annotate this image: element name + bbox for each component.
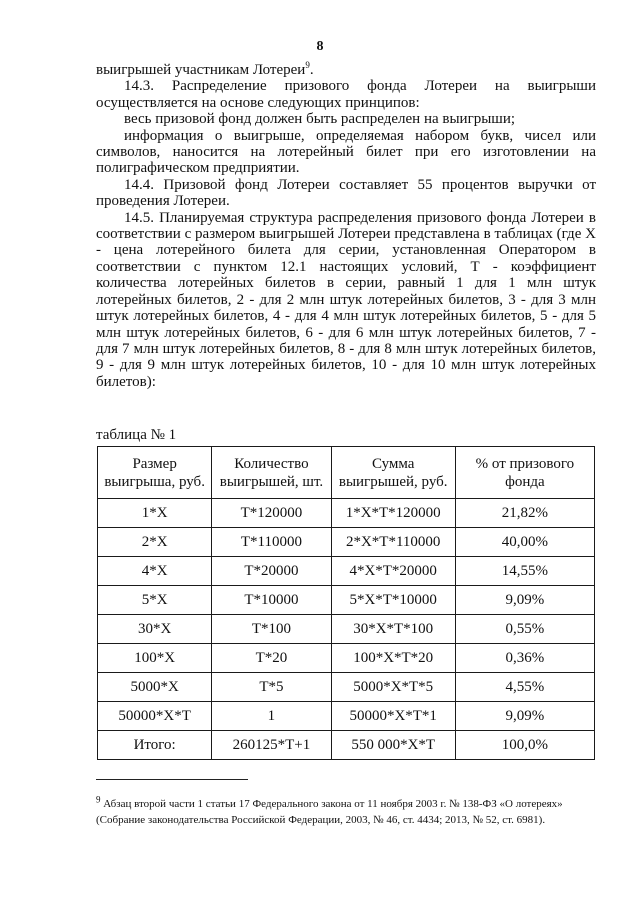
table-row — [98, 528, 595, 557]
cell-fund-percent: 14,55% — [455, 557, 594, 586]
cell-prize-size: 1*X — [98, 499, 212, 528]
cell-prize-size: 30*X — [98, 615, 212, 644]
table-row — [98, 702, 595, 731]
footnote — [96, 796, 596, 828]
header-prize-sum: Сумма выигрышей, руб. — [331, 447, 455, 499]
page-number: 8 — [316, 39, 324, 54]
table-row — [98, 557, 595, 586]
cell-prize-sum: 5000*X*T*5 — [331, 673, 455, 702]
cell-fund-percent: 4,55% — [455, 673, 594, 702]
paragraph-principle-2: информация о выигрыше, определяемая набором букв, чисел или символов, наносится на лотерейный билет при его изготовлении на полиграфическом предприятии. — [96, 127, 596, 177]
cell-fund-percent: 0,36% — [455, 644, 594, 673]
cell-prize-size: Итого: — [98, 731, 212, 760]
table-body — [98, 499, 595, 760]
cell-prize-sum: 1*X*T*120000 — [331, 499, 455, 528]
header-prize-count: Количество выигрышей, шт. — [212, 447, 331, 499]
table-row — [98, 586, 595, 615]
cell-prize-count: T*10000 — [212, 586, 331, 615]
prize-distribution-table — [97, 446, 595, 760]
cell-fund-percent: 0,55% — [455, 615, 594, 644]
cell-fund-percent: 9,09% — [455, 586, 594, 615]
cell-prize-count: T*120000 — [212, 499, 331, 528]
footnote-separator — [96, 779, 248, 780]
cell-prize-size: 100*X — [98, 644, 212, 673]
paragraph-continuation: выигрышей участникам Лотереи$^9$. — [96, 60, 314, 78]
table-row — [98, 673, 595, 702]
cell-prize-count: T*100 — [212, 615, 331, 644]
table-row — [98, 644, 595, 673]
cell-prize-sum: 50000*X*T*1 — [331, 702, 455, 731]
cell-prize-count: T*5 — [212, 673, 331, 702]
cell-prize-size: 2*X — [98, 528, 212, 557]
cell-fund-percent: 40,00% — [455, 528, 594, 557]
cell-prize-count: T*110000 — [212, 528, 331, 557]
table-caption: таблица № 1 — [96, 427, 177, 443]
body-text — [96, 62, 596, 390]
table-row — [98, 615, 595, 644]
footnote-mark: 9 — [96, 794, 101, 805]
paragraph-14-5: 14.5. Планируемая структура распределения призового фонда Лотереи в соответствии с размером выигрышей Лотереи представлена в таблицах (где X - цена лотерейного билета для серии, установленная Оператором в соответствии с пунктом 12.1 настоящих условий, Т - коэффициент количества лотерейных билетов в серии, равный 1 для 1 млн штук лотерейных билетов, 2 - для 2 млн штук лотерейных билетов, 3 - для 3 млн штук лотерейных билетов, 4 - для 4 млн штук лотерейных билетов, 5 - для 5 млн штук лотерейных билетов, 6 - для 6 млн штук лотерейных билетов, 7 - для 7 млн штук лотерейных билетов, 8 - для 8 млн штук лотерейных билетов, 9 - для 9 млн штук лотерейных билетов, 10 - для 10 млн штук лотерейных билетов): — [96, 209, 596, 390]
footnote-text: Абзац второй части 1 статьи 17 Федерального закона от 11 ноября 2003 г. № 138-ФЗ «О лотереях» (Собрание законодательства Российской Федерации, 2003, № 46, ст. 4434; 2013, № 52, ст. 6981). — [96, 798, 563, 826]
cell-prize-count: 1 — [212, 702, 331, 731]
cell-prize-size: 50000*X*T — [98, 702, 212, 731]
cell-prize-count: T*20 — [212, 644, 331, 673]
cell-prize-size: 4*X — [98, 557, 212, 586]
cell-prize-size: 5*X — [98, 586, 212, 615]
paragraph-principle-1: весь призовой фонд должен быть распределен на выигрыши; — [124, 111, 516, 128]
cell-prize-size: 5000*X — [98, 673, 212, 702]
table-header-row — [98, 447, 595, 499]
cell-prize-sum: 4*X*T*20000 — [331, 557, 455, 586]
cell-prize-sum: 550 000*X*T — [331, 731, 455, 760]
cell-prize-sum: 30*X*T*100 — [331, 615, 455, 644]
cell-prize-sum: 5*X*T*10000 — [331, 586, 455, 615]
header-prize-size: Размер выигрыша, руб. — [98, 447, 212, 499]
paragraph-14-3: 14.3. Распределение призового фонда Лотереи на выигрыши осуществляется на основе следующих принципов: — [96, 78, 596, 111]
cell-prize-count: 260125*T+1 — [212, 731, 331, 760]
paragraph-14-4: 14.4. Призовой фонд Лотереи составляет 55 процентов выручки от проведения Лотереи. — [96, 176, 596, 210]
cell-fund-percent: 21,82% — [455, 499, 594, 528]
table-row — [98, 499, 595, 528]
cell-prize-count: T*20000 — [212, 557, 331, 586]
footnote-reference: 9 — [305, 60, 310, 70]
cell-prize-sum: 2*X*T*110000 — [331, 528, 455, 557]
cell-fund-percent: 100,0% — [455, 731, 594, 760]
header-fund-percent: % от призового фонда — [455, 447, 594, 499]
cell-fund-percent: 9,09% — [455, 702, 594, 731]
table-total-row — [98, 731, 595, 760]
cell-prize-sum: 100*X*T*20 — [331, 644, 455, 673]
